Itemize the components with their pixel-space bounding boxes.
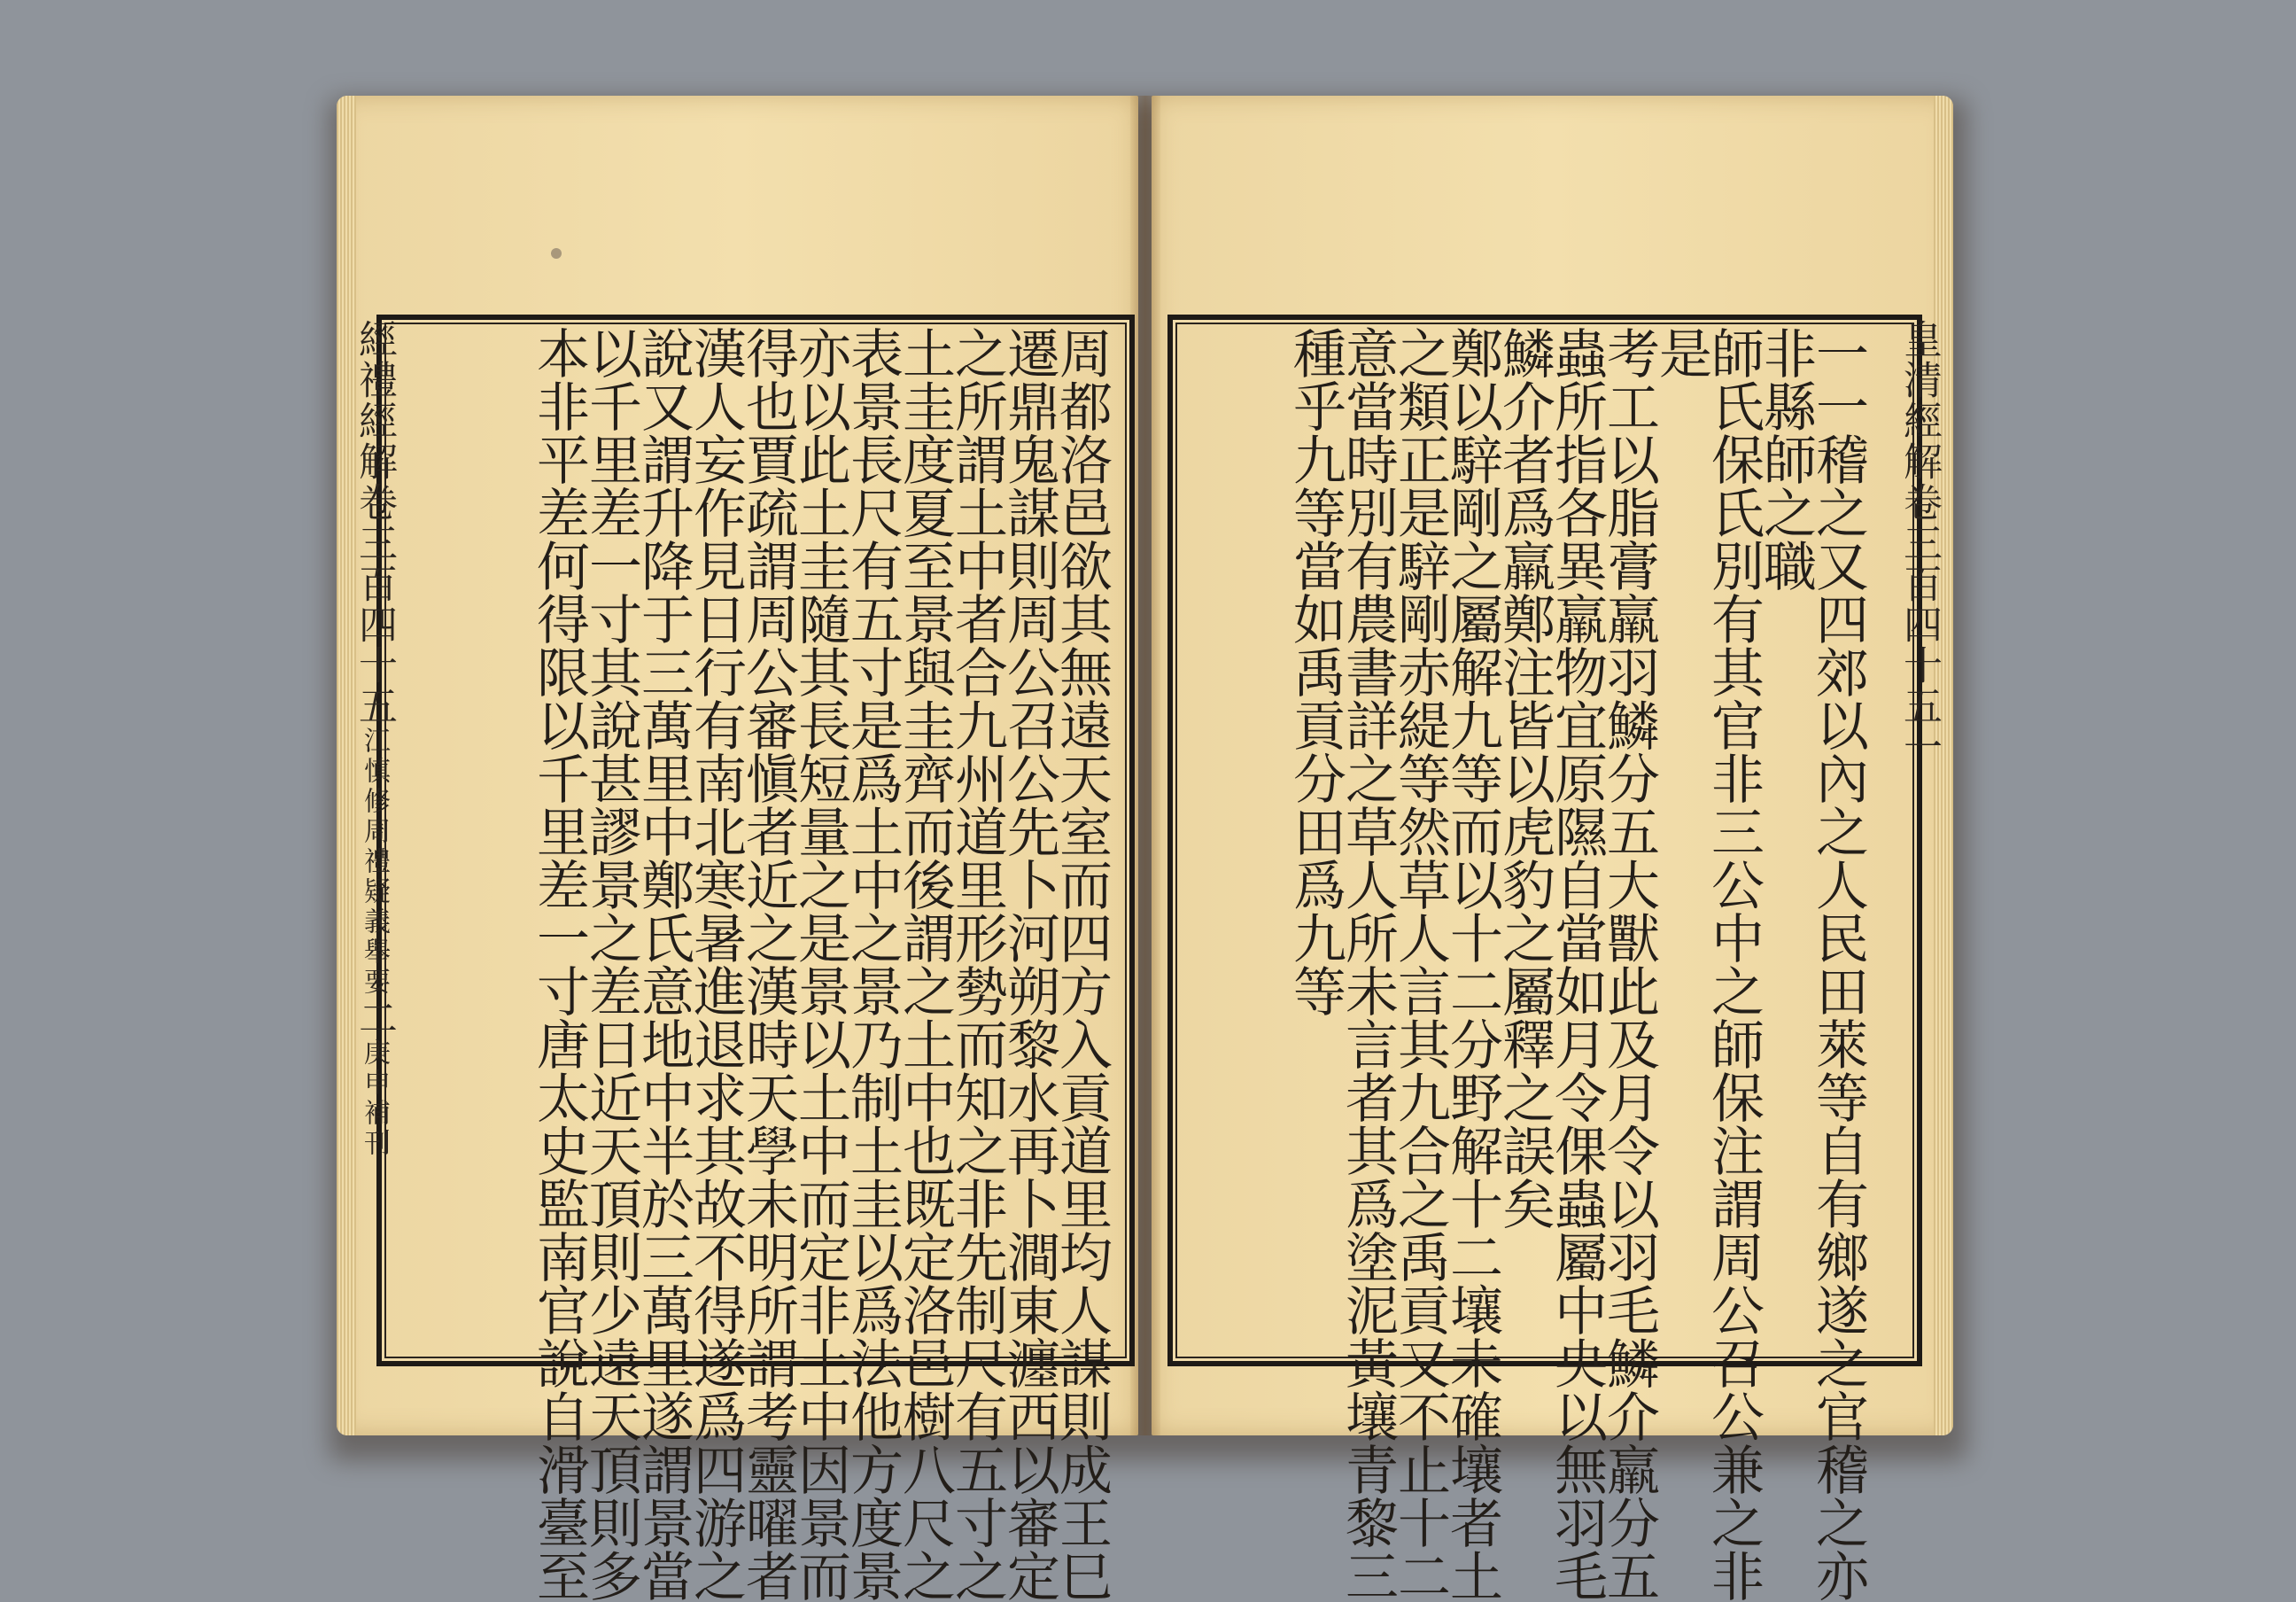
- text-line: 說又謂升降于三萬里中鄭氏意地中半於三萬里遂謂景當: [632, 326, 694, 1602]
- text-line: 遷鼎鬼謀則周公召公先卜河朔黎水再卜澗東瀍西以審定: [998, 326, 1060, 1602]
- text-line: 得也賈疏謂周公審愼者近之漢時天學未明所謂考靈曜者: [737, 326, 799, 1602]
- text-line: 之所謂土中者合九州道里形勢而知之非先制尺有五寸之: [946, 326, 1008, 1602]
- text-line: 意當時別有農書詳之草人所未言者其爲塗泥黃壤青黎三: [1337, 326, 1399, 1602]
- right-page-text: [1182, 326, 1869, 1602]
- text-line: 鱗介者爲羸鄭注皆以虎豹之屬釋之誤矣: [1493, 326, 1555, 1230]
- text-line: 亦以此土圭隨其長短量之是景以土中而定非土中因景而: [789, 326, 851, 1602]
- left-margin-volume: 卷三百四十五: [352, 482, 397, 727]
- text-line: 鄭以騂剛之屬解九等而以十二分野解十二壤未確壤者土: [1441, 326, 1503, 1602]
- text-line: 周都洛邑欲其無遠天室而四方入貢道里均人謀則成王巳: [1051, 326, 1113, 1602]
- left-margin-book: 江慎修周禮疑義舉要: [359, 727, 390, 998]
- text-line: 是: [1650, 326, 1712, 379]
- right-margin-title: 皇清經解: [1897, 319, 1942, 482]
- right-margin-folio: 一: [1897, 727, 1942, 767]
- text-line: 師氏保氏別有其官非三公中之師保注謂周公召公兼之非: [1703, 326, 1765, 1602]
- text-line: 以千里差一寸其說甚謬景之差日近天頂則少遠天頂則多: [580, 326, 642, 1602]
- book-gutter: [1130, 96, 1160, 1435]
- text-line: 蟲所指各異羸物宜原隰自當如月令倮蟲屬中央以無羽毛: [1546, 326, 1608, 1602]
- text-line: 考工以脂膏羸羽鱗分五大獸此及月令以羽毛鱗介羸分五: [1598, 326, 1660, 1602]
- text-line: 之類正是騂剛赤緹等然草人言其九合之禹貢又不止十二: [1389, 326, 1451, 1602]
- text-line: 漢人妄作見日行有南北寒暑進退求其故不得遂爲四游之: [685, 326, 747, 1602]
- left-margin-edition: 庚申補刊: [359, 1038, 390, 1159]
- left-page-text: [390, 326, 1113, 1602]
- left-margin-folio: 二: [352, 998, 397, 1038]
- right-page-margin: [1896, 319, 1942, 1351]
- paper-stain: [551, 248, 562, 259]
- left-margin-title: 經禮經解: [352, 319, 397, 482]
- text-line: 本非平差何得限以千里差一寸唐太史監南官說自滑臺至: [528, 326, 590, 1602]
- text-line: 土圭度夏至景與圭齊而後謂之土中也既定洛邑樹八尺之: [894, 326, 956, 1602]
- text-line: 非縣師之職: [1755, 326, 1817, 592]
- text-line: 表景長尺有五寸是爲土中之景乃制土圭以爲法他方度景: [842, 326, 904, 1602]
- text-line: 一一稽之又四郊以內之人民田萊等自有鄉遂之官稽之亦: [1807, 326, 1869, 1602]
- text-line: 種乎九等當如禹貢分田爲九等: [1284, 326, 1346, 1017]
- right-margin-volume: 卷三百四十五: [1897, 482, 1942, 727]
